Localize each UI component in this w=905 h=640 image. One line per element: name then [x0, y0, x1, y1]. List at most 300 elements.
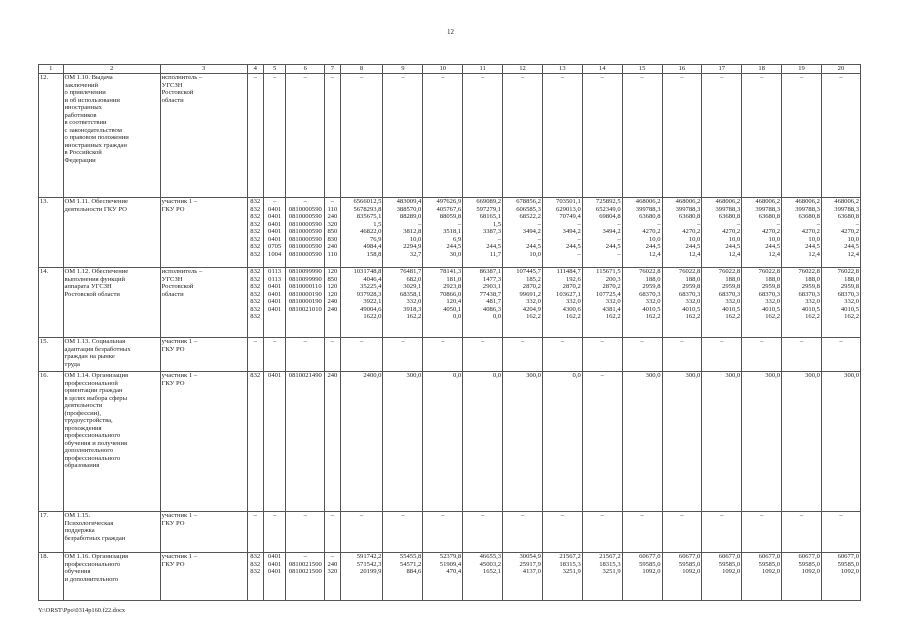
cell-value: – — [253, 338, 257, 345]
measure-name-line: выполнения функций — [64, 275, 126, 283]
cell-value: – — [359, 512, 364, 519]
measure-name-line: о правовом положении — [64, 134, 129, 141]
data-cell — [286, 512, 325, 553]
cell-value: – — [560, 74, 564, 81]
cell-value: 244,5 — [805, 243, 820, 250]
data-cell — [662, 338, 702, 372]
cell-value: – — [401, 74, 405, 81]
measure-name-line: ОМ 1.11. Обеспечение — [64, 198, 128, 205]
cell-value: 244,5 — [844, 243, 859, 250]
cell-value: 55455,8 — [399, 553, 422, 560]
cell-value: 497626,9 — [436, 198, 462, 205]
cell-value: 10,0 — [409, 235, 422, 243]
cell-value: 2959,8 — [801, 283, 820, 290]
cell-value: 2870,2 — [522, 283, 541, 290]
cell-value: 120,4 — [446, 298, 462, 305]
cell-value: – — [617, 250, 621, 258]
data-cell — [782, 74, 822, 198]
measure-name-line: и об использовании — [64, 96, 120, 104]
cell-value: – — [600, 512, 604, 519]
data-cell — [582, 553, 622, 601]
cell-value: 59585,0 — [718, 560, 741, 568]
cell-value: 3812,8 — [403, 228, 422, 235]
header-cell: 18 — [742, 65, 782, 74]
cell-value: – — [680, 512, 684, 519]
cell-value: 59585,0 — [758, 560, 781, 568]
cell-value: 240 — [327, 372, 338, 379]
cell-value: 3251,9 — [602, 568, 621, 575]
measure-name-line: в целях выбора сферы — [64, 394, 128, 402]
cell-value: 468006,2 — [635, 198, 661, 205]
data-cell — [662, 74, 702, 198]
cell-value: – — [520, 74, 525, 81]
cell-value: 0810021010 — [288, 305, 322, 313]
cell-value: 162,2 — [645, 313, 661, 320]
header-cell: 4 — [247, 65, 263, 74]
data-cell — [702, 268, 742, 338]
header-cell: 14 — [582, 65, 622, 74]
data-cell — [662, 198, 702, 268]
measure-name-line: профессионального — [64, 432, 121, 439]
cell-value: 468006,2 — [715, 198, 741, 205]
cell-value: 0810000590 — [288, 213, 322, 220]
cell-value: 49004,6 — [360, 305, 382, 313]
cell-value: 703501,1 — [556, 198, 581, 205]
cell-value: 10,0 — [529, 250, 541, 258]
cell-value: 0810000590 — [288, 228, 322, 235]
data-cell — [325, 372, 340, 512]
data-cell — [263, 74, 285, 198]
data-cell — [702, 198, 742, 268]
cell-value: 0401 — [268, 290, 282, 298]
executor-line: УГСЗН — [161, 275, 183, 283]
data-cell — [340, 512, 383, 553]
cell-value: – — [441, 74, 445, 81]
cell-value: 52379,8 — [439, 553, 462, 560]
cell-value: 162,2 — [565, 313, 581, 320]
cell-value: – — [303, 74, 307, 81]
cell-value: 18315,3 — [599, 560, 621, 568]
cell-value: 188,0 — [725, 275, 741, 283]
executor-line: ГКУ РО — [161, 345, 185, 353]
data-cell — [423, 198, 463, 268]
measure-name-line: профессионального — [64, 454, 121, 462]
row-number: 16. — [39, 372, 64, 512]
executor-line: ГКУ РО — [161, 560, 185, 568]
cell-value: – — [657, 220, 661, 228]
data-cell — [263, 512, 285, 553]
cell-value: – — [560, 338, 564, 345]
executor-line: ГКУ РО — [161, 519, 185, 527]
measure-name-line: граждан на рынке — [64, 353, 115, 360]
cell-value: 4270,2 — [642, 228, 661, 235]
cell-value: 59585,0 — [639, 560, 661, 568]
data-cell — [423, 268, 463, 338]
header-cell: 17 — [702, 65, 742, 74]
cell-value: 76022,8 — [639, 268, 661, 275]
cell-value: 2294,9 — [403, 243, 422, 250]
data-cell — [702, 338, 742, 372]
data-cell — [325, 74, 340, 198]
cell-value: 3494,2 — [602, 228, 621, 235]
cell-value: 181,0 — [446, 275, 462, 283]
cell-value: 63680,8 — [798, 213, 820, 220]
data-cell — [742, 512, 782, 553]
cell-value: – — [600, 338, 604, 345]
data-cell — [463, 198, 503, 268]
cell-value: 0,0 — [572, 372, 581, 379]
cell-value: 332,0 — [844, 298, 859, 305]
data-cell — [463, 372, 503, 512]
measure-name-line: в Российской — [64, 149, 102, 156]
cell-value: 0113 — [268, 275, 282, 283]
cell-value: 162,2 — [605, 313, 621, 320]
cell-value: 21567,2 — [599, 553, 621, 560]
cell-value: – — [839, 512, 843, 519]
cell-value: 399788,3 — [635, 205, 661, 213]
cell-value: 300,0 — [685, 372, 701, 379]
data-cell — [821, 372, 860, 512]
executor — [160, 512, 247, 553]
cell-value: 832 — [250, 560, 261, 568]
cell-value: 77438,7 — [479, 290, 502, 298]
cell-value: 678856,2 — [516, 198, 541, 205]
data-cell — [622, 74, 662, 198]
cell-value: – — [617, 235, 621, 243]
cell-value: 63680,8 — [639, 213, 661, 220]
cell-value: 4010,5 — [801, 305, 820, 313]
cell-value: – — [520, 338, 525, 345]
cell-value: – — [272, 198, 277, 205]
cell-value: 188,0 — [645, 275, 661, 283]
data-cell — [622, 372, 662, 512]
table-row — [39, 198, 861, 268]
row-number: 17. — [39, 512, 64, 553]
data-cell — [286, 198, 325, 268]
cell-value: 1092,0 — [642, 568, 661, 575]
data-cell — [383, 553, 423, 601]
table-row — [39, 338, 861, 372]
cell-value: 399788,3 — [834, 205, 859, 213]
data-cell — [702, 74, 742, 198]
data-cell — [325, 268, 340, 338]
cell-value: 78141,3 — [439, 268, 462, 275]
cell-value: 76481,7 — [399, 268, 422, 275]
row-number: 12. — [39, 74, 64, 198]
page-number: 12 — [447, 28, 454, 36]
data-cell — [582, 268, 622, 338]
cell-value: 21567,2 — [559, 553, 581, 560]
cell-value: 110 — [327, 205, 338, 213]
cell-value: 4010,5 — [682, 305, 701, 313]
data-cell — [383, 268, 423, 338]
measure-name-line: образования — [64, 462, 100, 469]
data-cell — [423, 338, 463, 372]
cell-value: – — [760, 74, 764, 81]
cell-value: – — [330, 512, 335, 519]
cell-value: – — [839, 338, 843, 345]
data-cell — [582, 198, 622, 268]
cell-value: – — [720, 74, 724, 81]
cell-value: 244,5 — [765, 243, 781, 250]
cell-value: 0810021500 — [288, 560, 322, 568]
measure-name-line: ОМ 1.16. Организация — [64, 553, 129, 560]
cell-value: – — [760, 338, 764, 345]
cell-value: 162,2 — [406, 313, 422, 320]
cell-value: 0,0 — [452, 372, 462, 379]
measure-name-line: в соответствии — [64, 119, 107, 126]
cell-value: – — [457, 220, 462, 228]
cell-value: 68370,3 — [758, 290, 781, 298]
cell-value: – — [441, 512, 445, 519]
executor — [160, 372, 247, 512]
cell-value: 70749,4 — [559, 213, 581, 220]
cell-value: 10,0 — [847, 235, 859, 243]
header-cell: 20 — [821, 65, 860, 74]
cell-value: 0810000590 — [288, 235, 322, 243]
cell-value: – — [640, 512, 644, 519]
cell-value: 60677,0 — [798, 553, 820, 560]
cell-value: – — [560, 512, 564, 519]
cell-value: 468006,2 — [834, 198, 859, 205]
cell-value: 332,0 — [805, 298, 820, 305]
data-cell — [503, 74, 543, 198]
data-cell — [503, 553, 543, 601]
cell-value: 11,7 — [489, 250, 502, 258]
cell-value: 629013,0 — [556, 205, 581, 213]
cell-value: – — [680, 74, 684, 81]
cell-value: – — [480, 74, 485, 81]
data-cell — [340, 372, 383, 512]
table-row — [39, 372, 861, 512]
cell-value: 162,2 — [765, 313, 781, 320]
cell-value: 63680,8 — [758, 213, 781, 220]
cell-value: 4270,2 — [840, 228, 859, 235]
cell-value: – — [330, 553, 335, 560]
cell-value: 832 — [250, 290, 261, 298]
data-cell — [340, 338, 383, 372]
header-row — [39, 65, 861, 74]
cell-value: 0401 — [268, 298, 282, 305]
cell-value: 332,0 — [725, 298, 741, 305]
cell-value: 832 — [250, 568, 261, 575]
data-cell — [821, 74, 860, 198]
data-cell — [582, 74, 622, 198]
cell-value: 107725,4 — [595, 290, 621, 298]
cell-value: 4984,4 — [363, 243, 382, 250]
row-number: 15. — [39, 338, 64, 372]
cell-value: – — [720, 338, 724, 345]
cell-value: 4270,2 — [761, 228, 781, 235]
executor-line: Ростовской — [161, 89, 194, 96]
cell-value: 3918,3 — [403, 305, 422, 313]
measure-name-line: ОМ 1.14. Организация — [64, 372, 129, 379]
measure-name-line: ориентации граждан — [64, 387, 123, 394]
cell-value: 483009,4 — [396, 198, 422, 205]
cell-value: 4270,2 — [722, 228, 741, 235]
cell-value: 110 — [327, 250, 338, 258]
cell-value: 300,0 — [526, 372, 541, 379]
cell-value: 832 — [250, 235, 261, 243]
cell-value: 832 — [250, 228, 261, 235]
cell-value: 4086,3 — [482, 305, 502, 313]
measure-name-line: профессионального — [64, 560, 121, 568]
data-cell — [782, 372, 822, 512]
executor — [160, 553, 247, 601]
cell-value: 188,0 — [805, 275, 820, 283]
cell-value: 0401 — [268, 213, 282, 220]
cell-value: 10,0 — [768, 235, 781, 243]
cell-value: 850 — [327, 228, 338, 235]
data-cell — [821, 553, 860, 601]
cell-value: 76022,8 — [718, 268, 741, 275]
cell-value: 12,4 — [648, 250, 661, 258]
cell-value: – — [640, 338, 644, 345]
cell-value: 60677,0 — [758, 553, 781, 560]
header-cell: 13 — [542, 65, 582, 74]
measure-name-line: адаптация безработных — [64, 345, 131, 353]
data-cell — [742, 338, 782, 372]
data-cell — [340, 268, 383, 338]
cell-value: – — [330, 74, 335, 81]
footer-file-path: Y:\ORST\Ppo\0314p160.f22.docx — [38, 607, 126, 614]
cell-value: 6566012,5 — [353, 198, 382, 205]
cell-value: 300,0 — [725, 372, 741, 379]
cell-value: 20199,9 — [360, 568, 382, 575]
data-cell — [622, 338, 662, 372]
header-cell: 5 — [263, 65, 285, 74]
measure-name — [63, 512, 160, 553]
cell-value: 244,5 — [446, 243, 462, 250]
cell-value: 2959,8 — [722, 283, 741, 290]
cell-value: 468006,2 — [755, 198, 781, 205]
cell-value: 35225,4 — [360, 283, 382, 290]
cell-value: 332,0 — [406, 298, 422, 305]
cell-value: 244,5 — [725, 243, 741, 250]
cell-value: – — [272, 512, 277, 519]
cell-value: 832 — [250, 275, 261, 283]
cell-value: 0401 — [268, 235, 282, 243]
cell-value: 832 — [250, 268, 261, 275]
cell-value: 0810021500 — [288, 568, 322, 575]
cell-value: 832 — [250, 220, 261, 228]
measure-name — [63, 268, 160, 338]
cell-value: 0401 — [268, 220, 282, 228]
cell-value: 46822,0 — [360, 228, 382, 235]
data-cell — [821, 338, 860, 372]
cell-value: 12,4 — [728, 250, 741, 258]
cell-value: 32,7 — [409, 250, 422, 258]
cell-value: 188,0 — [844, 275, 859, 283]
cell-value: 68370,3 — [718, 290, 741, 298]
cell-value: 591742,2 — [356, 553, 382, 560]
cell-value: – — [253, 512, 257, 519]
cell-value: – — [401, 512, 405, 519]
cell-value: 832 — [250, 283, 261, 290]
cell-value: – — [697, 220, 701, 228]
cell-value: 1004 — [268, 250, 282, 258]
cell-value: – — [855, 220, 859, 228]
cell-value: 832 — [250, 298, 261, 305]
cell-value: – — [640, 74, 644, 81]
cell-value: 4270,2 — [801, 228, 820, 235]
cell-value: – — [272, 74, 277, 81]
data-cell — [622, 268, 662, 338]
cell-value: 597279,1 — [476, 205, 502, 213]
cell-value: 0810099990 — [288, 275, 322, 283]
data-cell — [263, 338, 285, 372]
cell-value: 10,0 — [728, 235, 741, 243]
cell-value: 0810099990 — [288, 268, 322, 275]
data-cell — [662, 512, 702, 553]
data-cell — [463, 268, 503, 338]
cell-value: 68358,1 — [399, 290, 422, 298]
cell-value: 51909,4 — [439, 560, 462, 568]
data-cell — [742, 74, 782, 198]
cell-value: 832 — [250, 372, 261, 379]
cell-value: – — [303, 338, 307, 345]
cell-value: 200,3 — [605, 275, 621, 283]
data-cell — [742, 372, 782, 512]
cell-value: 76022,8 — [758, 268, 781, 275]
cell-value: 332,0 — [765, 298, 781, 305]
cell-value: 88289,0 — [399, 213, 422, 220]
measure-name-line: Федерации — [64, 156, 96, 164]
cell-value: 4010,5 — [642, 305, 661, 313]
data-cell — [247, 553, 263, 601]
cell-value: 240 — [327, 243, 338, 250]
cell-value: 1477,3 — [482, 275, 502, 283]
row-number: 14. — [39, 268, 64, 338]
header-cell: 19 — [782, 65, 822, 74]
cell-value: 60677,0 — [639, 553, 661, 560]
cell-value: 399788,3 — [675, 205, 701, 213]
cell-value: 2400,0 — [363, 372, 382, 379]
measure-name-line: поддержка — [64, 527, 95, 534]
cell-value: 240 — [327, 213, 338, 220]
measure-name-line: обучения и получения — [64, 439, 128, 447]
cell-value: 0401 — [268, 372, 282, 379]
cell-value: 10,0 — [648, 235, 661, 243]
data-cell — [325, 338, 340, 372]
executor-line: области — [161, 96, 184, 104]
data-cell — [247, 372, 263, 512]
table-row — [39, 268, 861, 338]
data-cell — [503, 268, 543, 338]
cell-value: 1092,0 — [761, 568, 781, 575]
cell-value: 4046,4 — [363, 275, 382, 283]
data-cell — [340, 553, 383, 601]
measure-name-line: работников — [64, 111, 97, 119]
cell-value: 0810000190 — [288, 290, 322, 298]
cell-value: 0810000190 — [288, 298, 322, 305]
data-cell — [821, 198, 860, 268]
cell-value: 244,5 — [605, 243, 621, 250]
cell-value: 2959,8 — [642, 283, 661, 290]
cell-value: 0401 — [268, 305, 282, 313]
data-cell — [286, 268, 325, 338]
header-cell: 3 — [160, 65, 247, 74]
cell-value: 10,0 — [688, 235, 701, 243]
data-cell — [247, 338, 263, 372]
cell-value: 832 — [250, 553, 261, 560]
cell-value: 0113 — [268, 268, 282, 275]
cell-value: 835675,1 — [356, 213, 382, 220]
data-cell — [263, 198, 285, 268]
header-cell: 7 — [325, 65, 340, 74]
cell-value: 162,2 — [805, 313, 820, 320]
cell-value: 76022,8 — [678, 268, 701, 275]
